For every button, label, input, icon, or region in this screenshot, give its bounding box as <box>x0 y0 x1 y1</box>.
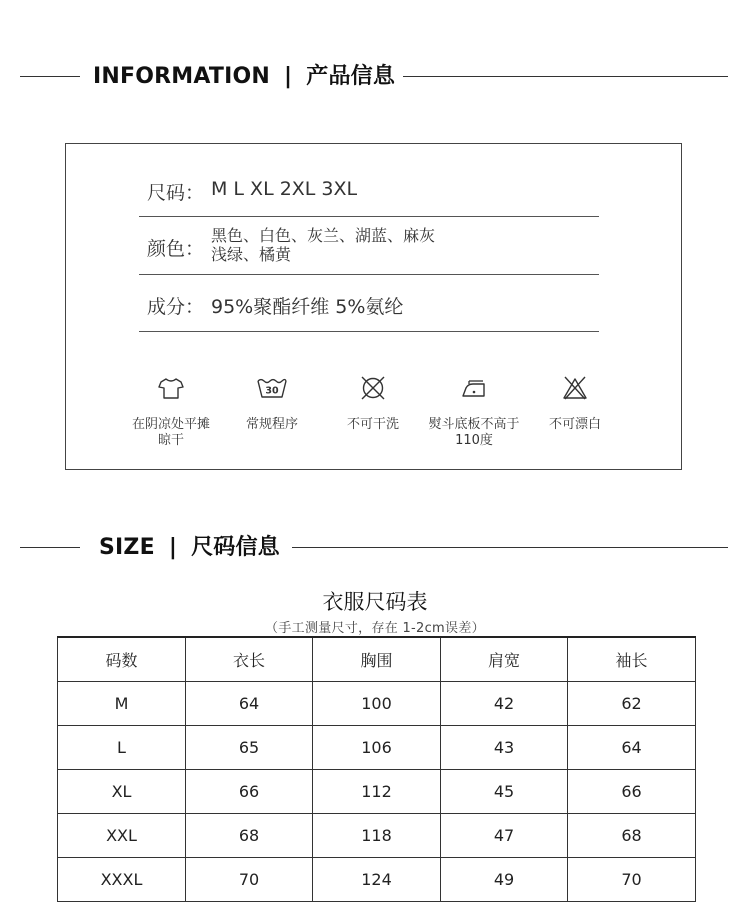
material-value: 95%聚酯纤维 5%氨纶 <box>211 296 404 318</box>
table-cell: 100 <box>313 682 441 726</box>
table-cell: 42 <box>441 682 568 726</box>
care-label-line2: 晾干 <box>157 433 184 448</box>
table-header-cell: 衣长 <box>186 637 313 682</box>
table-cell: 66 <box>568 770 696 814</box>
size-table-title: 衣服尺码表 <box>322 590 428 614</box>
table-cell: 70 <box>186 858 313 902</box>
information-title-cn: 产品信息 <box>306 64 396 89</box>
care-item <box>121 375 221 449</box>
size-table-note: （手工测量尺寸，存在 1-2cm误差） <box>265 621 485 636</box>
iron-icon <box>459 375 489 401</box>
header-line-left <box>20 547 80 548</box>
table-cell: 106 <box>313 726 441 770</box>
table-cell: M <box>58 682 186 726</box>
table-cell: 64 <box>568 726 696 770</box>
color-value-line2: 浅绿、橘黄 <box>211 245 292 264</box>
care-label-line1: 熨斗底板不高于 <box>428 417 520 432</box>
table-cell: 68 <box>186 814 313 858</box>
table-cell: 112 <box>313 770 441 814</box>
table-cell: XXL <box>58 814 186 858</box>
wash-temperature-badge: 30 <box>265 385 279 397</box>
table-header-cell: 码数 <box>58 637 186 682</box>
table-cell: 124 <box>313 858 441 902</box>
product-info-box <box>65 143 682 470</box>
no-bleach-icon <box>561 375 589 401</box>
size-title-en: SIZE <box>99 535 155 560</box>
table-header-cell: 肩宽 <box>441 637 568 682</box>
table-row <box>58 814 696 858</box>
care-label-line1: 常规程序 <box>245 417 298 432</box>
table-cell: 118 <box>313 814 441 858</box>
care-label <box>222 417 322 433</box>
size-value: M L XL 2XL 3XL <box>211 178 358 200</box>
table-cell: 43 <box>441 726 568 770</box>
table-cell: 49 <box>441 858 568 902</box>
care-item <box>525 375 625 433</box>
table-cell: 47 <box>441 814 568 858</box>
care-label <box>424 417 524 449</box>
care-label-line1: 不可漂白 <box>548 417 601 432</box>
table-cell: L <box>58 726 186 770</box>
information-title <box>93 62 395 92</box>
care-label <box>323 417 423 433</box>
table-cell: 45 <box>441 770 568 814</box>
table-row <box>58 770 696 814</box>
care-label-line2: 110度 <box>455 433 493 448</box>
size-table <box>57 636 696 902</box>
no-dry-clean-icon <box>359 375 387 401</box>
info-divider <box>139 216 599 217</box>
table-cell: 70 <box>568 858 696 902</box>
size-title <box>99 533 280 563</box>
size-row <box>139 178 599 206</box>
color-value <box>211 226 435 264</box>
material-label: 成分： <box>147 296 205 318</box>
care-label <box>525 417 625 433</box>
table-cell: 68 <box>568 814 696 858</box>
title-separator: | <box>284 64 293 89</box>
size-label: 尺码： <box>147 182 205 204</box>
header-line-left <box>20 76 80 77</box>
table-row <box>58 858 696 902</box>
wash-tub-30-icon <box>255 375 289 401</box>
care-label <box>121 417 221 449</box>
table-header-row <box>58 637 696 682</box>
information-header <box>0 62 750 92</box>
table-row <box>58 726 696 770</box>
table-cell: XXXL <box>58 858 186 902</box>
header-line-right <box>292 547 728 548</box>
info-divider <box>139 274 599 275</box>
color-value-line1: 黑色、白色、灰兰、湖蓝、麻灰 <box>211 226 436 245</box>
table-row <box>58 682 696 726</box>
table-cell: 65 <box>186 726 313 770</box>
title-separator: | <box>168 535 178 560</box>
size-title-cn: 尺码信息 <box>191 535 280 560</box>
care-item <box>222 375 322 433</box>
care-label-line1: 在阴凉处平摊 <box>131 417 210 432</box>
table-cell: 64 <box>186 682 313 726</box>
information-title-en: INFORMATION <box>93 64 270 89</box>
care-item <box>323 375 423 433</box>
care-label-line1: 不可干洗 <box>346 417 399 432</box>
info-divider <box>139 331 599 332</box>
size-header <box>0 533 750 563</box>
header-line-right <box>403 76 728 77</box>
table-header-cell: 胸围 <box>313 637 441 682</box>
material-row <box>139 292 599 320</box>
color-row <box>139 226 599 266</box>
care-item <box>424 375 524 449</box>
tshirt-icon <box>157 375 185 401</box>
table-cell: 66 <box>186 770 313 814</box>
table-header-cell: 袖长 <box>568 637 696 682</box>
table-cell: XL <box>58 770 186 814</box>
color-label: 颜色： <box>147 238 205 260</box>
table-cell: 62 <box>568 682 696 726</box>
